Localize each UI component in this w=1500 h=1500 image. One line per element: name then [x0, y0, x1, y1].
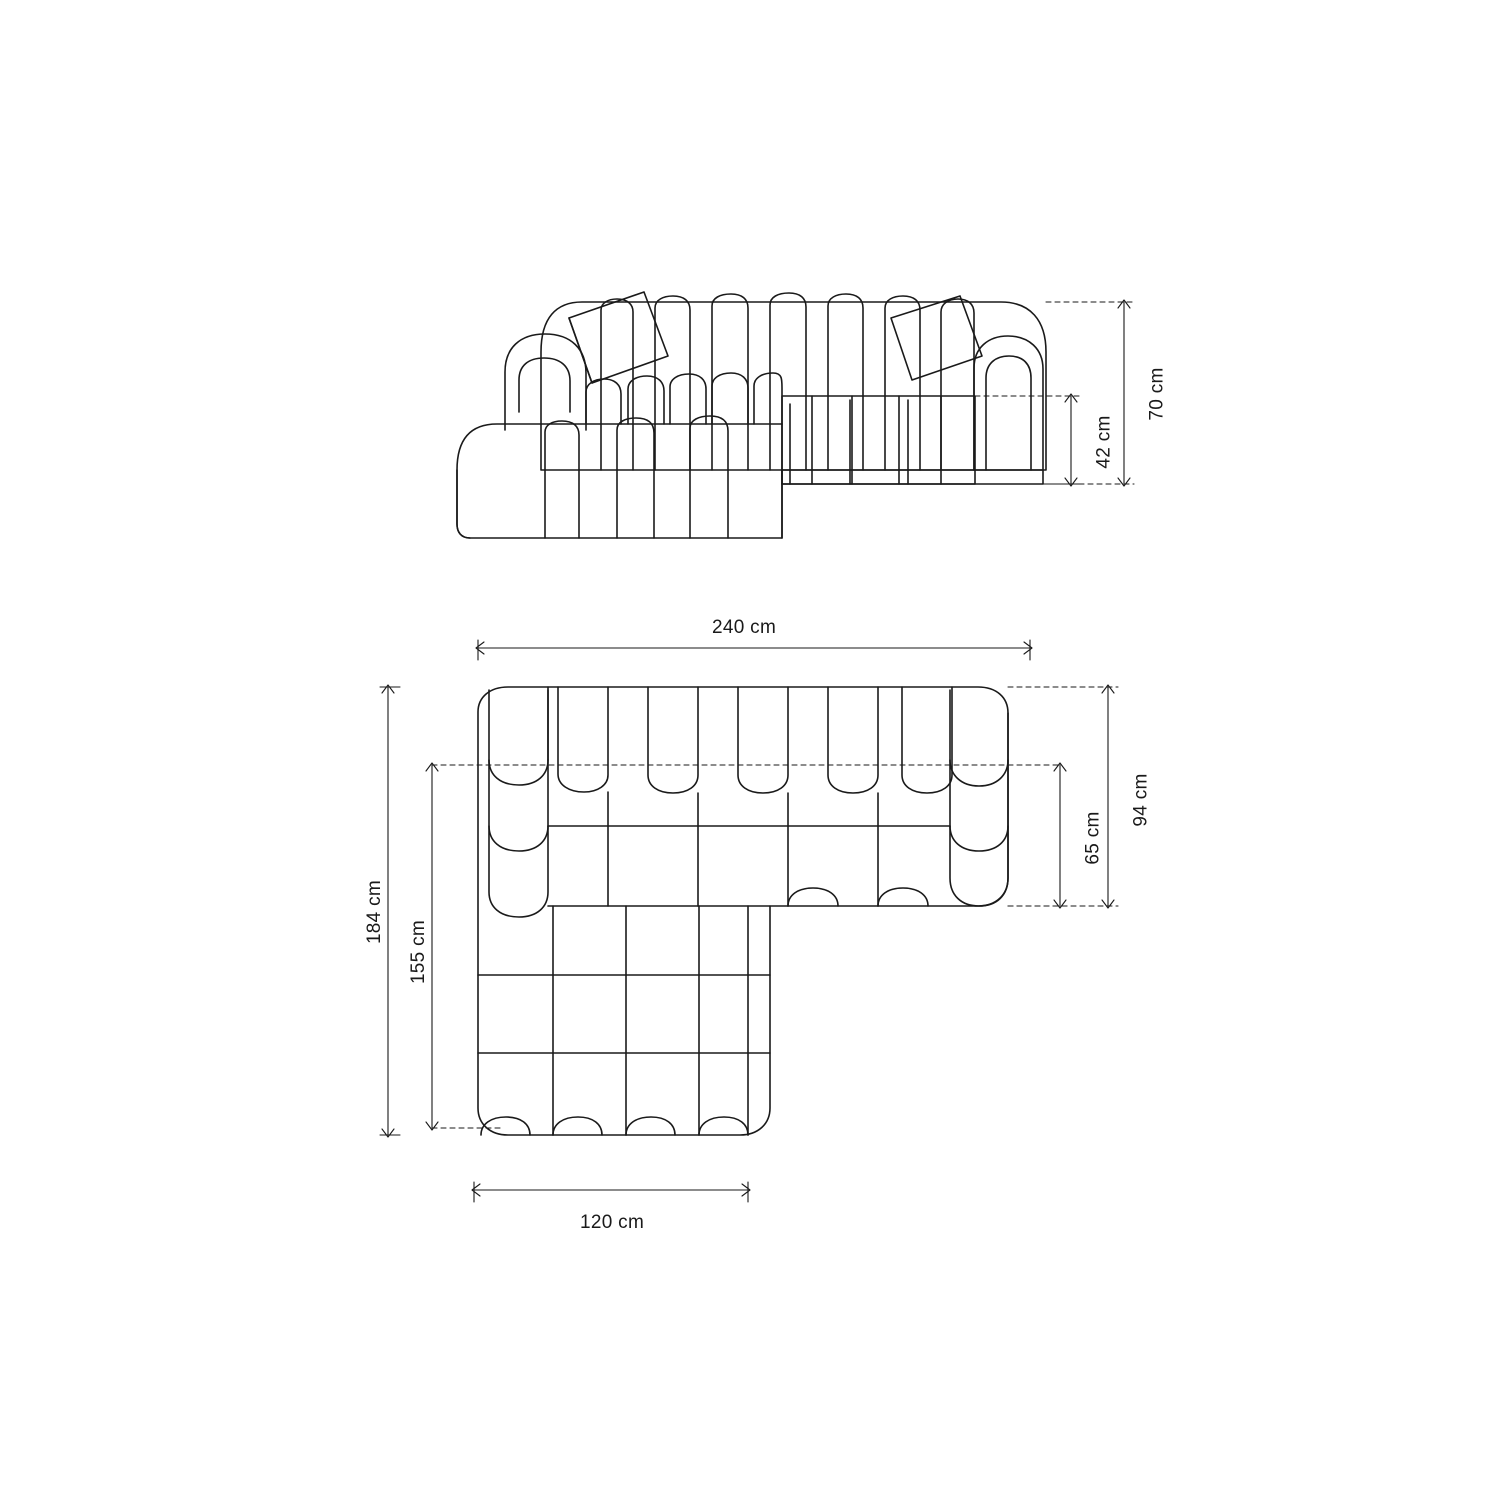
- dimension-42cm: [975, 394, 1082, 486]
- top-plan-view: [478, 687, 1008, 1135]
- dimension-70cm: [1043, 300, 1134, 486]
- dimension-94cm: [1008, 685, 1118, 908]
- dimension-label-width-240: 240 cm: [712, 617, 777, 638]
- front-elevation-view: [457, 292, 1046, 538]
- dimension-label-seat-42: 42 cm: [1093, 415, 1115, 469]
- dimension-65cm: [1008, 763, 1070, 908]
- dimension-label-depth-94: 94 cm: [1130, 773, 1152, 827]
- dimension-label-depth-155: 155 cm: [408, 919, 430, 985]
- dimension-240cm: [476, 640, 1032, 660]
- dimension-label-depth-184: 184 cm: [364, 879, 386, 945]
- dimension-label-seat-depth-65: 65 cm: [1082, 811, 1104, 865]
- dimension-label-width-120: 120 cm: [580, 1212, 645, 1233]
- dimension-155cm: [426, 763, 1060, 1130]
- dimension-label-height-70: 70 cm: [1146, 367, 1168, 421]
- dimension-120cm: [472, 1182, 750, 1202]
